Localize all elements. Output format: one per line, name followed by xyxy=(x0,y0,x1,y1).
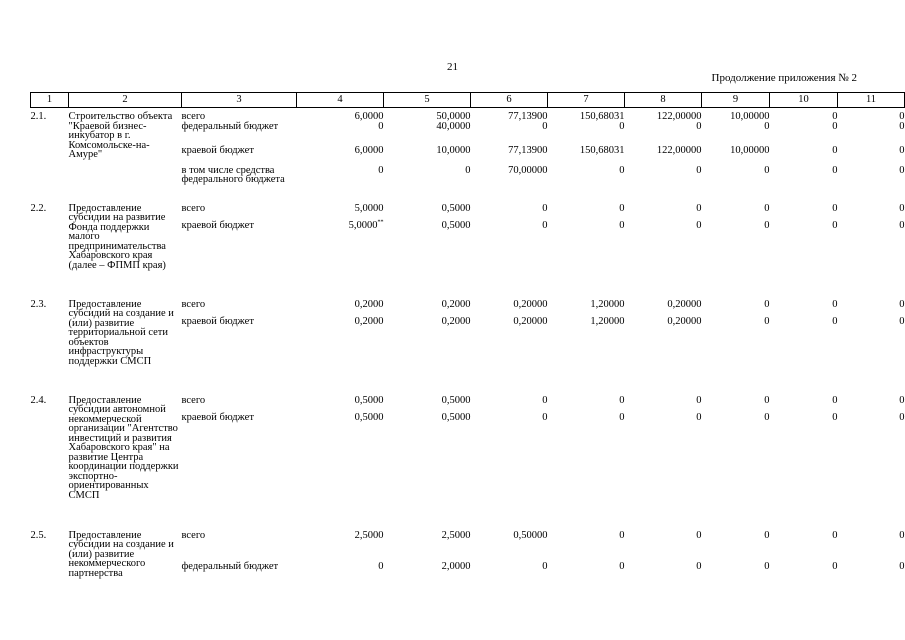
value-text: 0 xyxy=(696,394,702,406)
value-cell xyxy=(625,317,702,396)
table-row xyxy=(31,396,905,413)
value-text: 0,20000 xyxy=(667,315,702,327)
funding-source: краевой бюджет xyxy=(181,315,254,327)
value-text: 2,5000 xyxy=(441,529,471,541)
header-cell: 2 xyxy=(69,93,182,108)
value-cell xyxy=(702,300,770,317)
row-title: Предоставление субсидии на создание и (или) развитие некоммерческого партнерства xyxy=(68,529,174,579)
value-cell xyxy=(702,531,770,562)
page-number: 21 xyxy=(447,61,458,73)
value-cell xyxy=(702,317,770,396)
value-text: 0,5000 xyxy=(441,394,471,406)
value-cell xyxy=(297,146,384,166)
value-text: 0 xyxy=(619,164,625,176)
value-cell xyxy=(625,396,702,413)
value-text: 77,13900 xyxy=(508,111,548,122)
value-cell xyxy=(297,531,384,562)
value-cell xyxy=(838,300,905,317)
value-cell xyxy=(838,317,905,396)
value-cell xyxy=(838,146,905,166)
value-cell xyxy=(297,396,384,413)
value-text: 0 xyxy=(899,411,905,423)
header-cell: 5 xyxy=(384,93,471,108)
value-cell xyxy=(625,122,702,146)
value-cell xyxy=(625,300,702,317)
value-cell xyxy=(297,122,384,146)
value-cell xyxy=(838,122,905,146)
row-code: 2.4. xyxy=(30,394,47,406)
value-cell xyxy=(548,413,625,531)
funding-source: всего xyxy=(181,529,206,541)
funding-source: всего xyxy=(181,111,206,122)
value-cell xyxy=(471,221,548,300)
table-row xyxy=(31,204,905,221)
value-text: 0 xyxy=(832,315,838,327)
value-cell xyxy=(838,531,905,562)
value-cell xyxy=(838,166,905,204)
header-cell: 9 xyxy=(702,93,770,108)
value-text: 150,68031 xyxy=(579,111,625,122)
value-text: 0 xyxy=(619,560,625,572)
value-text: 0 xyxy=(619,394,625,406)
value-text: 0 xyxy=(899,202,905,214)
value-text: 0 xyxy=(378,120,384,132)
value-text: 1,20000 xyxy=(590,298,625,310)
value-cell xyxy=(770,108,838,122)
value-text: 0 xyxy=(764,202,770,214)
value-cell xyxy=(297,221,384,300)
value-text: 0 xyxy=(832,144,838,156)
header-cell: 8 xyxy=(625,93,702,108)
value-cell xyxy=(471,317,548,396)
value-text: 0,5000 xyxy=(441,411,471,423)
value-cell xyxy=(770,146,838,166)
value-cell xyxy=(384,317,471,396)
value-text: 0 xyxy=(899,394,905,406)
budget-table xyxy=(30,92,905,586)
value-text: 150,68031 xyxy=(579,144,625,156)
value-text: 0,2000 xyxy=(441,298,471,310)
value-cell xyxy=(770,396,838,413)
value-cell xyxy=(702,562,770,586)
value-text: 0 xyxy=(832,411,838,423)
header-row xyxy=(31,93,905,108)
value-text: 122,00000 xyxy=(656,111,702,122)
value-cell xyxy=(770,562,838,586)
value-cell xyxy=(625,108,702,122)
funding-source: федеральный бюджет xyxy=(181,120,279,132)
value-text: 0 xyxy=(832,219,838,231)
value-cell xyxy=(384,146,471,166)
value-text: 2,5000 xyxy=(354,529,384,541)
table-row xyxy=(31,108,905,122)
value-text: 0 xyxy=(378,164,384,176)
value-text: 0 xyxy=(619,529,625,541)
row-code: 2.5. xyxy=(30,529,47,541)
value-cell xyxy=(548,300,625,317)
value-cell xyxy=(297,300,384,317)
value-text: 0 xyxy=(832,111,838,122)
funding-source: краевой бюджет xyxy=(181,144,254,156)
value-cell xyxy=(702,204,770,221)
value-cell xyxy=(297,166,384,204)
value-cell xyxy=(471,122,548,146)
value-cell xyxy=(770,317,838,396)
value-cell xyxy=(471,562,548,586)
header-cell: 6 xyxy=(471,93,548,108)
value-cell xyxy=(548,166,625,204)
value-text: 0,2000 xyxy=(354,315,384,327)
value-text: 0 xyxy=(696,560,702,572)
value-text: 0 xyxy=(832,120,838,132)
value-text: 0 xyxy=(696,219,702,231)
value-text: 0 xyxy=(899,298,905,310)
value-cell xyxy=(297,413,384,531)
row-title: Предоставление субсидии на развитие Фонда поддержки малого предпринимательства Хабаровского края (далее – ФПМП края) xyxy=(68,202,166,271)
value-cell xyxy=(548,146,625,166)
value-cell xyxy=(471,396,548,413)
funding-source: всего xyxy=(181,394,206,406)
value-cell xyxy=(297,204,384,221)
value-cell xyxy=(770,166,838,204)
value-text: 122,00000 xyxy=(656,144,702,156)
row-code: 2.3. xyxy=(30,298,47,310)
footnote-mark: ** xyxy=(377,219,384,225)
value-text: 0 xyxy=(764,219,770,231)
value-text: 70,00000 xyxy=(508,164,548,176)
value-text: 0 xyxy=(899,315,905,327)
value-cell xyxy=(625,221,702,300)
value-cell xyxy=(471,166,548,204)
value-cell xyxy=(471,531,548,562)
value-cell xyxy=(770,204,838,221)
value-text: 0 xyxy=(696,202,702,214)
value-cell xyxy=(625,146,702,166)
value-text: 0,50000 xyxy=(513,529,548,541)
value-text: 0 xyxy=(542,560,548,572)
value-text: 0 xyxy=(832,164,838,176)
header-cell: 3 xyxy=(182,93,297,108)
value-text: 0,20000 xyxy=(513,315,548,327)
value-text: 0 xyxy=(696,164,702,176)
value-text: 0 xyxy=(619,219,625,231)
value-cell xyxy=(384,122,471,146)
value-cell xyxy=(471,108,548,122)
value-text: 0 xyxy=(764,560,770,572)
value-cell xyxy=(625,531,702,562)
value-cell xyxy=(297,562,384,586)
value-cell xyxy=(297,317,384,396)
header-cell: 10 xyxy=(770,93,838,108)
value-cell xyxy=(625,204,702,221)
value-text: 0 xyxy=(542,202,548,214)
value-text: 50,0000 xyxy=(436,111,471,122)
value-cell xyxy=(625,413,702,531)
value-cell xyxy=(548,204,625,221)
value-text: 0 xyxy=(899,529,905,541)
value-text: 5,0000 xyxy=(348,219,378,231)
value-text: 0,5000 xyxy=(441,202,471,214)
funding-source: краевой бюджет xyxy=(181,219,254,231)
value-cell xyxy=(471,413,548,531)
value-text: 6,0000 xyxy=(354,144,384,156)
value-cell xyxy=(384,531,471,562)
value-text: 0 xyxy=(764,315,770,327)
value-cell xyxy=(838,562,905,586)
funding-source: федеральный бюджет xyxy=(181,560,279,572)
value-text: 0 xyxy=(899,120,905,132)
value-cell xyxy=(702,108,770,122)
value-text: 0 xyxy=(899,164,905,176)
value-text: 0,5000 xyxy=(441,219,471,231)
row-code: 2.1. xyxy=(30,111,47,122)
value-text: 0 xyxy=(899,219,905,231)
table-row xyxy=(31,300,905,317)
value-cell xyxy=(838,396,905,413)
value-text: 0 xyxy=(619,202,625,214)
value-text: 0 xyxy=(542,411,548,423)
value-text: 2,0000 xyxy=(441,560,471,572)
header-cell: 7 xyxy=(548,93,625,108)
value-cell xyxy=(548,531,625,562)
value-text: 0 xyxy=(542,120,548,132)
funding-source: в том числе средства федерального бюджета xyxy=(181,164,285,185)
value-cell xyxy=(548,122,625,146)
value-text: 0,2000 xyxy=(354,298,384,310)
value-text: 0,2000 xyxy=(441,315,471,327)
value-text: 0 xyxy=(899,111,905,122)
value-text: 40,0000 xyxy=(436,120,471,132)
value-cell xyxy=(770,300,838,317)
value-text: 0 xyxy=(832,560,838,572)
value-cell xyxy=(384,396,471,413)
value-cell xyxy=(770,531,838,562)
value-text: 0 xyxy=(696,411,702,423)
value-cell xyxy=(548,108,625,122)
value-cell xyxy=(702,122,770,146)
value-text: 0 xyxy=(832,394,838,406)
header-cell: 4 xyxy=(297,93,384,108)
value-cell xyxy=(471,204,548,221)
value-cell xyxy=(548,317,625,396)
value-text: 10,0000 xyxy=(436,144,471,156)
value-text: 0 xyxy=(465,164,471,176)
value-cell xyxy=(702,146,770,166)
value-text: 0 xyxy=(696,120,702,132)
continuation-label: Продолжение приложения № 2 xyxy=(711,72,857,84)
value-text: 0 xyxy=(764,394,770,406)
value-cell xyxy=(384,413,471,531)
row-code: 2.2. xyxy=(30,202,47,214)
value-cell xyxy=(838,204,905,221)
value-cell xyxy=(548,396,625,413)
value-cell xyxy=(702,166,770,204)
value-cell xyxy=(770,413,838,531)
funding-source: всего xyxy=(181,298,206,310)
row-title: Строительство объекта "Краевой бизнес-инкубатор в г. Комсомольске-на-Амуре" xyxy=(68,111,173,160)
value-text: 0 xyxy=(378,560,384,572)
value-text: 0,20000 xyxy=(667,298,702,310)
value-cell xyxy=(770,221,838,300)
value-cell xyxy=(838,413,905,531)
value-text: 0,5000 xyxy=(354,394,384,406)
table-row xyxy=(31,531,905,562)
value-text: 1,20000 xyxy=(590,315,625,327)
value-cell xyxy=(702,396,770,413)
value-cell xyxy=(471,300,548,317)
value-text: 5,0000 xyxy=(354,202,384,214)
value-text: 0,20000 xyxy=(513,298,548,310)
funding-source: всего xyxy=(181,202,206,214)
header-cell: 11 xyxy=(838,93,905,108)
row-title: Предоставление субсидий на создание и (или) развитие территориальной сети объектов инфраструктуры поддержки СМСП xyxy=(68,298,174,367)
value-cell xyxy=(838,221,905,300)
value-cell xyxy=(548,562,625,586)
value-cell xyxy=(384,300,471,317)
value-cell xyxy=(384,204,471,221)
value-cell xyxy=(625,562,702,586)
value-text: 0 xyxy=(764,164,770,176)
value-text: 77,13900 xyxy=(508,144,548,156)
table-body xyxy=(31,108,905,586)
value-text: 0 xyxy=(542,219,548,231)
value-text: 0 xyxy=(619,120,625,132)
value-text: 0 xyxy=(696,529,702,541)
value-text: 0 xyxy=(764,529,770,541)
value-cell xyxy=(770,122,838,146)
value-text: 0 xyxy=(764,411,770,423)
row-title: Предоставление субсидии автономной некоммерческой организации "Агентство инвестиций и развития Хабаровского края" на развитие Центра координации поддержки экспортно-ориентированных СМСП xyxy=(68,394,179,501)
value-cell xyxy=(384,221,471,300)
value-cell xyxy=(625,166,702,204)
value-cell xyxy=(384,166,471,204)
value-text: 10,00000 xyxy=(730,144,770,156)
value-cell xyxy=(471,146,548,166)
value-cell xyxy=(702,413,770,531)
value-cell xyxy=(548,221,625,300)
value-text: 6,0000 xyxy=(354,111,384,122)
value-text: 0 xyxy=(619,411,625,423)
value-text: 0 xyxy=(832,298,838,310)
value-text: 0 xyxy=(764,120,770,132)
value-text: 0 xyxy=(832,202,838,214)
value-text: 0 xyxy=(764,298,770,310)
header-cell: 1 xyxy=(31,93,69,108)
value-cell xyxy=(702,221,770,300)
value-text: 0,5000 xyxy=(354,411,384,423)
value-cell xyxy=(838,108,905,122)
value-text: 0 xyxy=(542,394,548,406)
value-text: 0 xyxy=(832,529,838,541)
value-cell xyxy=(384,562,471,586)
funding-source: краевой бюджет xyxy=(181,411,254,423)
value-text: 10,00000 xyxy=(730,111,770,122)
value-text: 0 xyxy=(899,144,905,156)
value-cell xyxy=(297,108,384,122)
value-cell xyxy=(384,108,471,122)
value-text: 0 xyxy=(899,560,905,572)
